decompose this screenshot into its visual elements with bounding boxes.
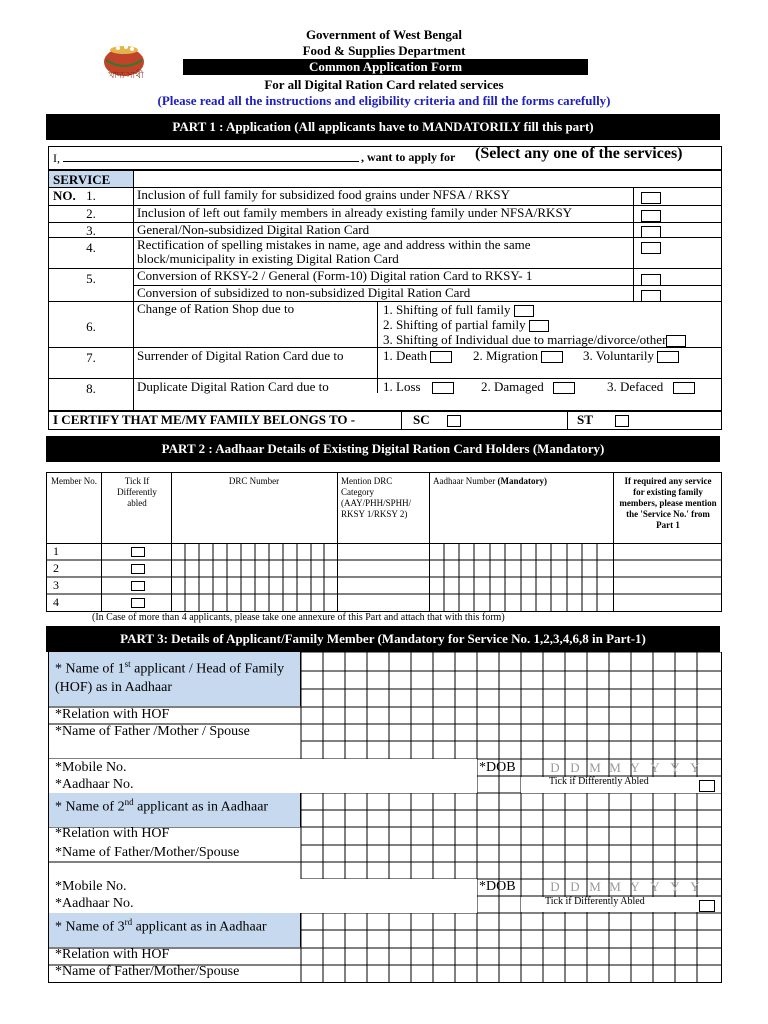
st-checkbox[interactable] [615,415,629,427]
service-no-1: 1. [86,188,96,203]
part1-title: PART 1 : Application (All applicants have to MANDATORILY fill this part) [46,114,720,140]
service-8-opt3-checkbox[interactable] [673,382,695,394]
service-no-8: 8. [86,381,96,396]
service-no-6: 6. [86,319,96,334]
service-text-4: Rectification of spelling mistakes in name, age and address within the same block/municipality in existing Digital Ration Card [137,237,531,266]
service-text-8: Duplicate Digital Ration Card due to [137,379,329,394]
abled-checkbox-1[interactable] [131,547,145,557]
col-category: Mention DRC Category (AAY/PHH/SPHH/ RKSY 1/RKSY 2) [341,476,412,519]
part2-note: (In Case of more than 4 applicants, please take one annexure of this Part and attach that with this form) [92,612,505,623]
applicant1-abled-checkbox[interactable] [699,780,715,792]
service-6-opt1-checkbox[interactable] [514,305,534,317]
part2-title: PART 2 : Aadhaar Details of Existing Digital Ration Card Holders (Mandatory) [46,436,720,462]
service-2-checkbox[interactable] [641,210,661,222]
service-6-opt2: 2. Shifting of partial family [383,318,549,332]
part2-table [46,472,722,612]
service-4-checkbox[interactable] [641,242,661,254]
service-7-opt2-checkbox[interactable] [541,351,563,363]
service-text-6: Change of Ration Shop due to [137,301,295,316]
part2-grid [47,543,721,611]
aadhaar-label-1: *Aadhaar No. [55,777,134,792]
abled-checkbox-3[interactable] [131,581,145,591]
tick-abled-1: Tick if Differently Abled [549,776,649,787]
member-row-1: 1 [53,544,59,558]
service-7-opt1-checkbox[interactable] [430,351,452,363]
service-8-opt2-checkbox[interactable] [553,382,575,394]
father-label-3: *Name of Father/Mother/Spouse [55,964,240,979]
col-aadhaar: Aadhaar Number (Mandatory) [433,476,547,486]
dob-label-2: *DOB [479,879,516,894]
dob-label-1: *DOB [479,760,516,775]
service-7-opt2: 2. Migration [473,349,563,363]
applicant3-name-label: * Name of 3rd applicant as in Aadhaar [49,913,301,947]
service-text-3: General/Non-subsidized Digital Ration Card [137,222,370,237]
form-title: Common Application Form [183,59,588,75]
service-6-opt3: 3. Shifting of Individual due to marriage/divorce/other [383,333,686,347]
service-6-opt3-checkbox[interactable] [666,335,686,347]
aadhaar-label-2: *Aadhaar No. [55,896,134,911]
col-required: If required any service for existing family members, please mention the 'Service No.' from Part 1 [619,476,717,530]
header-line-1: Government of West Bengal [305,27,463,42]
relation-label-1: *Relation with HOF [55,707,170,722]
part3-form [48,652,722,983]
abled-checkbox-2[interactable] [131,564,145,574]
abled-checkbox-4[interactable] [131,598,145,608]
service-text-1: Inclusion of full family for subsidized food grains under NFSA / RKSY [137,187,510,202]
service-7-opt3-checkbox[interactable] [657,351,679,363]
dob-format-1: D D M M Y Y Y Y [550,760,700,775]
service-8-opt3: 3. Defaced [607,380,695,394]
dob-format-2: D D M M Y Y Y Y [550,879,700,894]
col-tick: Tick If Differently abled [117,476,157,508]
service-8-opt1-checkbox[interactable] [432,382,454,394]
mobile-label-2: *Mobile No. [55,879,127,894]
instructions: (Please read all the instructions and eligibility criteria and fill the forms carefully) [157,93,611,108]
father-label-1: *Name of Father /Mother / Spouse [55,724,250,739]
service-no-header: SERVICE NO. [49,171,134,188]
service-7-opt1: 1. Death [383,349,452,363]
service-1-checkbox[interactable] [641,192,661,204]
service-text-5b: Conversion of subsidized to non-subsidized Digital Ration Card [137,285,471,300]
member-row-4: 4 [53,595,59,609]
mobile-label-1: *Mobile No. [55,760,127,775]
member-row-2: 2 [53,561,59,575]
service-7-opt3: 3. Voluntarily [583,349,679,363]
father-label-2: *Name of Father/Mother/Spouse [55,845,240,860]
service-no-7: 7. [86,350,96,365]
service-no-3: 3. [86,223,96,238]
service-text-2: Inclusion of left out family members in already existing family under NFSA/RKSY [137,205,573,220]
header-line-4: For all Digital Ration Card related services [264,77,504,92]
header-line-2: Food & Supplies Department [302,43,466,58]
service-table [48,170,722,412]
part1-intro: I, , want to apply for (Select any one of the services) [48,146,722,170]
col-member: Member No. [51,476,97,486]
service-6-opt2-checkbox[interactable] [529,320,549,332]
certify-row: I CERTIFY THAT ME/MY FAMILY BELONGS TO - SC ST [48,410,722,430]
service-no-2: 2. [86,206,96,221]
relation-label-2: *Relation with HOF [55,826,170,841]
applicant2-name-label: * Name of 2nd applicant as in Aadhaar [49,793,301,827]
col-drc: DRC Number [228,476,280,486]
service-no-5: 5. [86,271,96,286]
part3-title: PART 3: Details of Applicant/Family Member (Mandatory for Service No. 1,2,3,4,6,8 in Part-1) [46,626,720,652]
service-8-opt1: 1. Loss [383,380,454,394]
service-text-7: Surrender of Digital Ration Card due to [137,348,344,363]
service-no-4: 4. [86,240,96,255]
applicant1-name-label: * Name of 1st applicant / Head of Family (HOF) as in Aadhaar [49,652,301,706]
logo-text: খাদ্য সাথী [108,70,144,80]
applicant-name-line[interactable] [63,161,359,162]
sc-checkbox[interactable] [447,415,461,427]
relation-label-3: *Relation with HOF [55,947,170,962]
member-row-3: 3 [53,578,59,592]
tick-abled-2: Tick if Differently Abled [545,896,645,907]
applicant2-abled-checkbox[interactable] [699,900,715,912]
service-text-5a: Conversion of RKSY-2 / General (Form-10) Digital ration Card to RKSY- 1 [137,268,533,283]
service-6-opt1: 1. Shifting of full family [383,303,534,317]
service-8-opt2: 2. Damaged [481,380,575,394]
